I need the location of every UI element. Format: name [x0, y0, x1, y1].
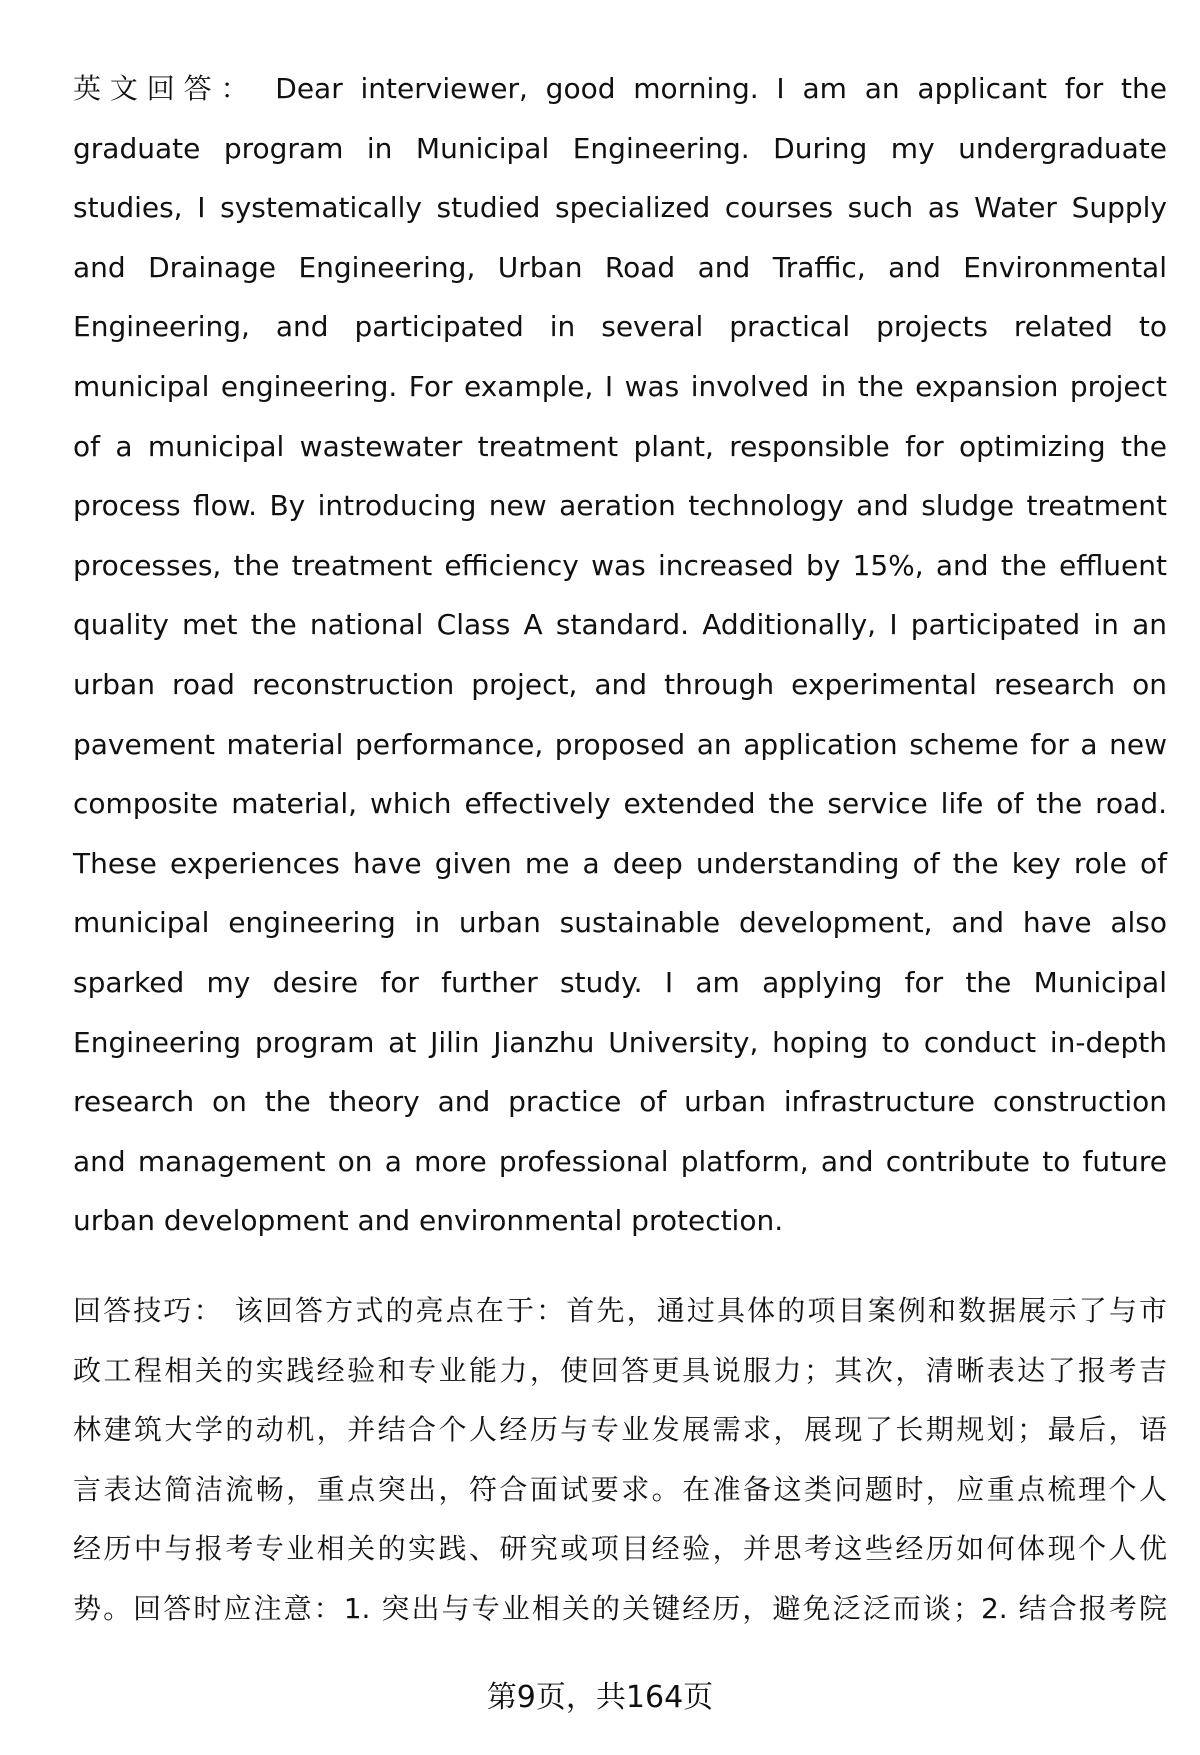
text-line: of a municipal wastewater treatment plant, responsible for optimizing the	[73, 429, 1167, 463]
page-number: 第9页，共164页	[486, 1680, 714, 1715]
text-line: 势。回答时应注意：1. 突出与专业相关的关键经历，避免泛泛而谈；2. 结合报考院	[73, 1591, 1167, 1625]
text-line: 经历中与报考专业相关的实践、研究或项目经验，并思考这些经历如何体现个人优	[73, 1532, 1167, 1566]
text-line: process flow. By introducing new aeration technology and sludge treatment	[73, 489, 1167, 523]
text-line: graduate program in Municipal Engineering. During my undergraduate	[73, 131, 1167, 165]
text-line: processes, the treatment efficiency was increased by 15%, and the effluent	[73, 548, 1167, 582]
text-line: urban development and environmental protection.	[73, 1204, 784, 1238]
text-line: These experiences have given me a deep understanding of the key role of	[73, 846, 1167, 880]
text-line: pavement material performance, proposed an application scheme for a new	[73, 727, 1167, 761]
text-line: and Drainage Engineering, Urban Road and Traffic, and Environmental	[73, 250, 1167, 284]
answer-tips-paragraph	[73, 1281, 1167, 1639]
text-line: 英文回答： Dear interviewer, good morning. I am an applicant for the	[73, 72, 1167, 105]
text-line: composite material, which effectively extended the service life of the road.	[73, 787, 1167, 821]
text-line: 林建筑大学的动机，并结合个人经历与专业发展需求，展现了长期规划；最后，语	[73, 1413, 1167, 1447]
text-line: sparked my desire for further study. I am applying for the Municipal	[73, 965, 1167, 999]
text-line: Engineering, and participated in several practical projects related to	[73, 310, 1167, 344]
text-line: municipal engineering in urban sustainable development, and have also	[73, 906, 1167, 940]
english-answer-paragraph	[73, 59, 1167, 1251]
text-line: and management on a more professional platform, and contribute to future	[73, 1144, 1167, 1178]
text-line: studies, I systematically studied specialized courses such as Water Supply	[73, 191, 1167, 225]
text-line: 政工程相关的实践经验和专业能力，使回答更具说服力；其次，清晰表达了报考吉	[73, 1353, 1167, 1387]
text-line: 言表达简洁流畅，重点突出，符合面试要求。在准备这类问题时，应重点梳理个人	[73, 1472, 1167, 1506]
text-line: urban road reconstruction project, and through experimental research on	[73, 667, 1167, 701]
text-line: quality met the national Class A standard. Additionally, I participated in an	[73, 608, 1167, 642]
text-line: municipal engineering. For example, I was involved in the expansion project	[73, 369, 1167, 403]
text-line: Engineering program at Jilin Jianzhu University, hoping to conduct in-depth	[73, 1025, 1167, 1059]
text-line: research on the theory and practice of urban infrastructure construction	[73, 1085, 1167, 1119]
text-line: 回答技巧： 该回答方式的亮点在于：首先，通过具体的项目案例和数据展示了与市	[73, 1294, 1167, 1327]
